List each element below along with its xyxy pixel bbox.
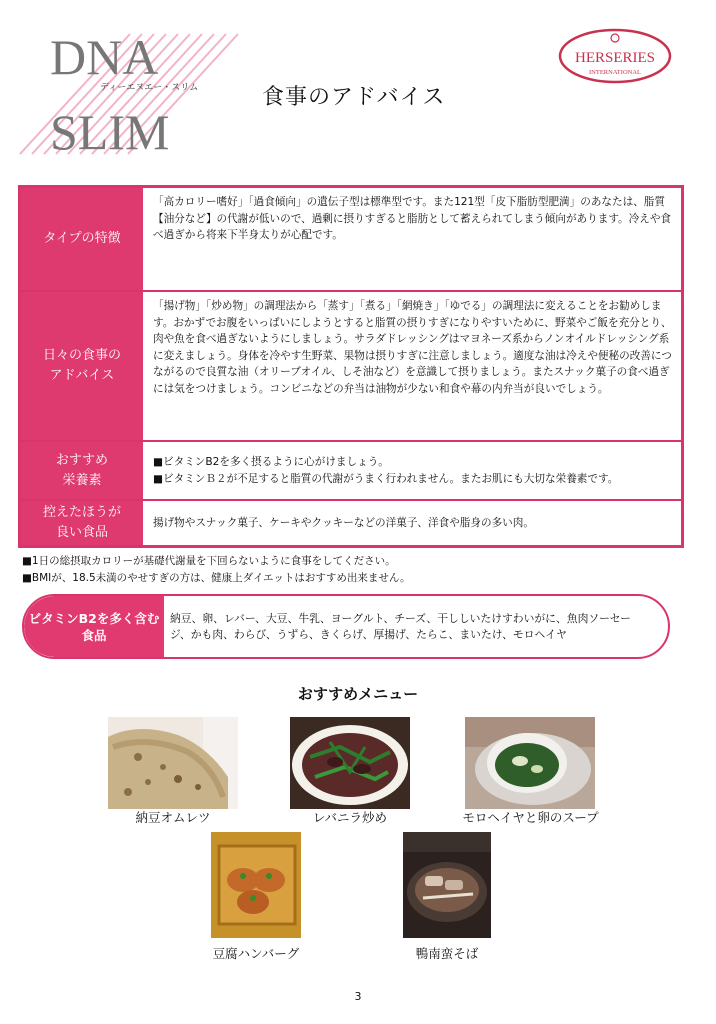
advice-row-nutrient — [21, 442, 681, 499]
menu-caption: 鴨南蛮そば — [415, 946, 479, 961]
row-label: おすすめ 栄養素 — [21, 442, 143, 499]
page-title: 食事のアドバイス — [262, 85, 446, 110]
advice-table — [18, 185, 684, 548]
menu-caption: レバニラ炒め — [312, 810, 388, 825]
row-label: 控えたほうが 良い食品 — [21, 501, 143, 545]
advice-row-type — [21, 188, 681, 290]
liver-stirfry-photo — [290, 717, 410, 809]
tofu-hamburger-photo — [211, 832, 301, 938]
vitamin-b2-foods: 納豆、卵、レバー、大豆、牛乳、ヨーグルト、チーズ、干ししいたけすわいがに、魚肉ソーセージ、かも肉、わらび、うずら、きくらげ、厚揚げ、たらこ、まいたけ、モロヘイヤ — [170, 612, 631, 641]
menu-caption: 豆腐ハンバーグ — [212, 946, 300, 961]
note-bmi: ■BMIが、18.5未満のやせすぎの方は、健康上ダイエットはおすすめ出来ません。 — [22, 572, 411, 584]
menu-heading: おすすめメニュー — [297, 685, 419, 703]
page-number: 3 — [354, 990, 362, 1003]
row-label: タイプの特徴 — [21, 188, 143, 290]
menu-caption: 納豆オムレツ — [135, 810, 211, 825]
dna-slim-logo — [10, 14, 260, 164]
logo-main: DNA — [50, 29, 159, 85]
row-label: 日々の食事の アドバイス — [21, 292, 143, 440]
vitamin-b2-label: ビタミンB2を多く含む 食品 — [24, 596, 164, 657]
note-calorie: ■1日の総摂取カロリーが基礎代謝量を下回らないように食事をしてください。 — [22, 555, 396, 567]
row-text: 揚げ物やスナック菓子、ケーキやクッキーなどの洋菓子、洋食や脂身の多い肉。 — [153, 517, 534, 529]
brand-sub: INTERNATIONAL — [589, 69, 641, 76]
nutrient-line: ■ビタミンＢ２が不足すると脂質の代謝がうまく行われません。またお肌にも大切な栄養素です。 — [153, 472, 619, 485]
menu-caption: モロヘイヤと卵のスープ — [462, 810, 599, 825]
row-text: 「揚げ物」「炒め物」の調理法から「蒸す」「煮る」「網焼き」「ゆでる」の調理法に変えることをお勧めします。おかずでお腹をいっぱいにしようとすると脂質の摂りすぎになりやすいために、野菜やご飯を充分とり、肉や魚を食べ過ぎないようにしましょう。サラダドレッシングはマヨネーズ系からノンオイルドレッシング系に変えましょう。身体を冷やす生野菜、果物は摂りすぎに注意しましょう。適度な油は冷えや便秘の改善につながるので良質な油（オリーブオイル、しそ油など）を意識して摂りましょう。またスナック菓子の食べ過ぎには気をつけましょう。コンビニなどの弁当は油物が少ない和食や幕の内弁当が良いでしょう。 — [153, 300, 672, 395]
row-text: 「高カロリー嗜好」「過食傾向」の遺伝子型は標準型です。また121型「皮下脂肪型肥満」のあなたは、脂質【油分など】の代謝が低いので、過剰に摂りすぎると脂肪として蓄えられてしまう傾向があります。冷えや食べ過ぎから将来下半身太りが心配です。 — [153, 196, 672, 242]
molokheiya-soup-photo — [465, 717, 595, 809]
natto-omelette-photo — [108, 717, 238, 809]
advice-row-avoid — [21, 501, 681, 545]
kamo-nanban-soba-photo — [403, 832, 491, 938]
logo-sub: SLIM — [50, 104, 170, 160]
vitamin-b2-box — [22, 594, 670, 659]
herseries-logo — [555, 26, 675, 86]
brand-name: HERSERIES — [574, 50, 656, 66]
advice-row-daily — [21, 292, 681, 440]
row-text — [143, 442, 681, 499]
logo-kana: ディーエヌエー・スリム — [100, 83, 199, 93]
nutrient-line: ■ビタミンB2を多く摂るように心がけましょう。 — [153, 456, 389, 468]
